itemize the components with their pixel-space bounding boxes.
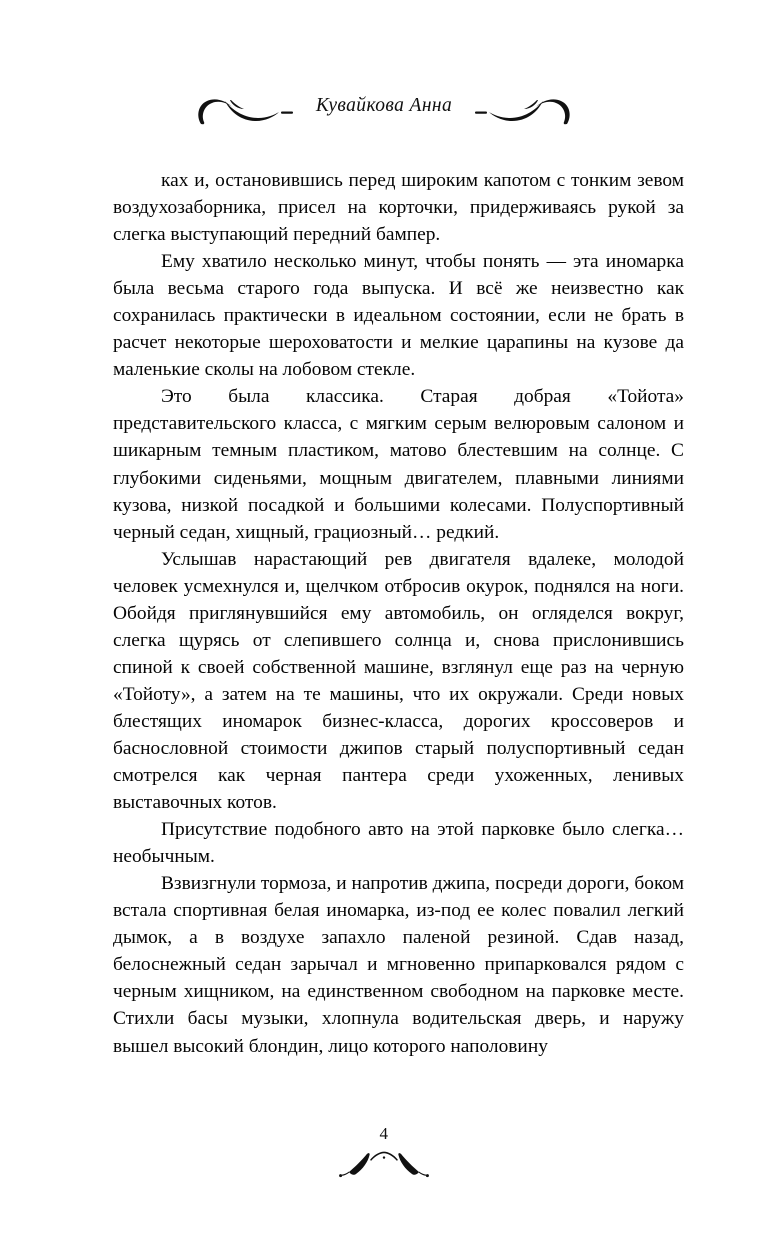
body-text-block — [113, 167, 684, 1060]
footer-ornament-wrap — [0, 1148, 768, 1182]
running-head — [0, 86, 768, 130]
page-number: 4 — [379, 1124, 389, 1143]
paragraph: Ему хватило несколько минут, чтобы понять — эта иномарка была весьма старого года выпуска. И всё же неизвестно как сохранилась практически в идеальном состоянии, если не брать в расчет некоторые шероховатости и мелкие царапины на кузове да маленькие сколы на лобовом стекле. — [113, 251, 684, 381]
header-ornament-right — [455, 88, 573, 128]
paragraph: Это была классика. Старая добрая «Тойота» представительского класса, с мягким серым велюровым салоном и шикарным темным пластиком, матово блестевшим на солнце. С глубокими сиденьями, мощным двигателем, плавными линиями кузова, низкой посадкой и большими колесами. Полуспортивный черный седан, хищный, грациозный… редкий. — [113, 386, 684, 543]
footer-ornament — [336, 1148, 432, 1182]
paragraph: Присутствие подобного авто на этой парковке было слегка… необычным. — [113, 819, 684, 868]
header-ornament-left — [195, 88, 313, 128]
paragraph: Взвизгнули тормоза, и напротив джипа, посреди дороги, боком встала спортивная белая иномарка, из-под ее колес повалил легкий дымок, а в воздухе запахло паленой резиной. Сдав назад, белоснежный седан зарычал и мгновенно припарковался рядом с черным хищником, на единственном свободном на парковке месте. Стихли басы музыки, хлопнула водительская дверь, и наружу вышел высокий блондин, лицо которого наполовину — [113, 873, 684, 1057]
paragraph: Услышав нарастающий рев двигателя вдалеке, молодой человек усмехнулся и, щелчком отбросив окурок, поднялся на ноги. Обойдя приглянувшийся ему автомобиль, он огляделся вокруг, слегка щурясь от слепившего солнца и, снова прислонившись спиной к своей собственной машине, взглянул еще раз на черную «Тойоту», а затем на те машины, что их окружали. Среди новых блестящих иномарок бизнес-класса, дорогих кроссоверов и баснословной стоимости джипов старый полуспортивный седан смотрелся как черная пантера среди ухоженных, ленивых выставочных котов. — [113, 548, 684, 814]
paragraph: ках и, остановившись перед широким капотом с тонким зевом воздухозаборника, присел на корточки, придерживаясь рукой за слегка выступающий передний бампер. — [113, 170, 684, 246]
running-head-author: Кувайкова Анна — [315, 95, 453, 116]
